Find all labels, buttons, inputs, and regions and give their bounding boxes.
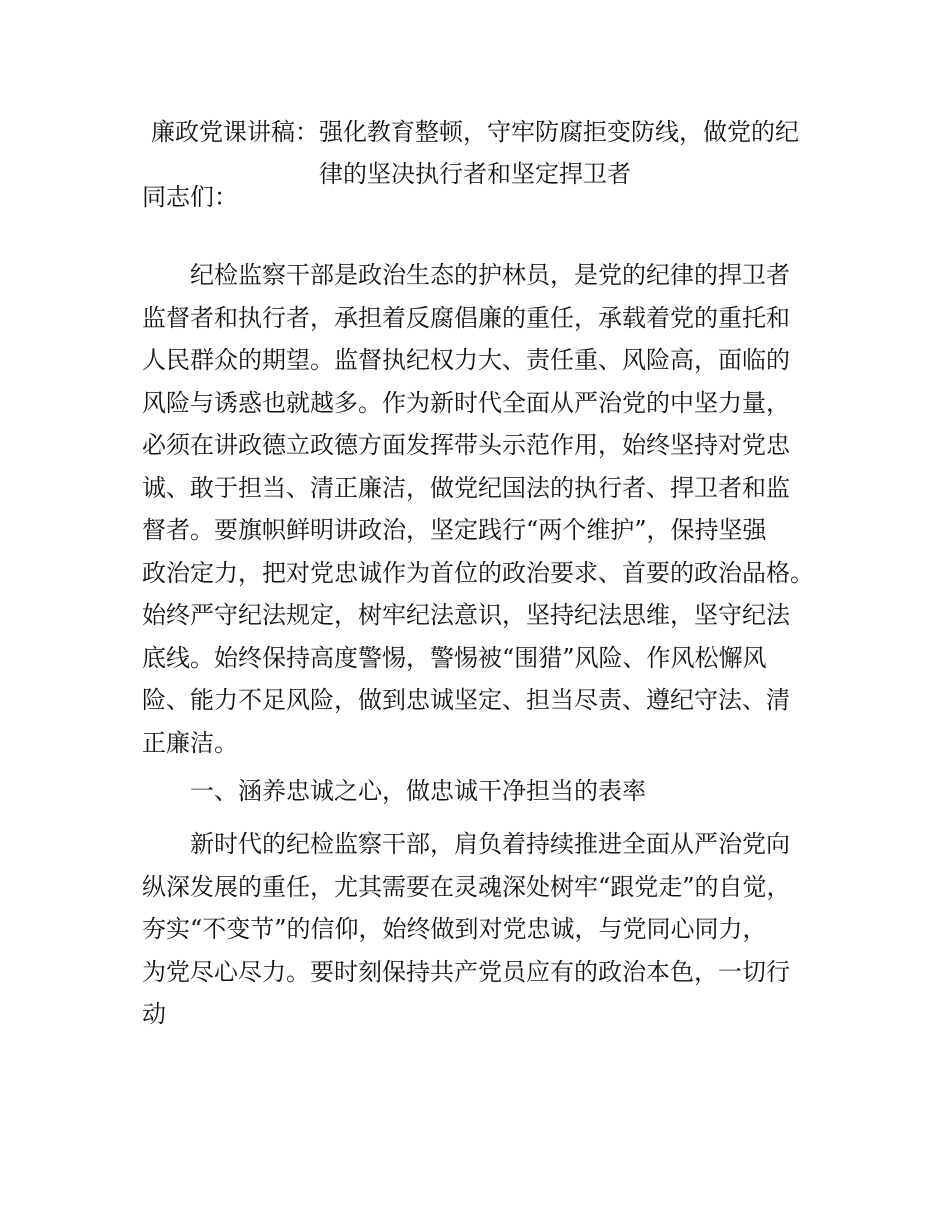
paragraph-line: 风险与诱惑也就越多。作为新时代全面从严治党的中坚力量， [142,388,790,417]
paragraph-line: 正廉洁。 [142,728,238,757]
paragraph-2 [142,823,812,1036]
paragraph-line: 始终严守纪法规定，树牢纪法意识，坚持纪法思维，坚守纪法 [142,601,790,629]
paragraph-line: 纪检监察干部是政治生态的护林员，是党的纪律的捍卫者 [190,261,790,289]
paragraph-1 [142,254,812,764]
paragraph-line: 纵深发展的重任，尤其需要在灵魂深处树牢“跟党走”的自觉， [142,872,791,901]
paragraph-line: 人民群众的期望。监督执纪权力大、责任重、风险高，面临的 [142,346,790,374]
paragraph-line: 险、能力不足风险，做到忠诚坚定、担当尽责、遵纪守法、清 [142,686,790,714]
title-line-1: 廉政党课讲稿：强化教育整顿，守牢防腐拒变防线，做党的纪 [151,118,799,146]
paragraph-line: 诚、敢于担当、清正廉洁，做党纪国法的执行者、捍卫者和监 [142,473,790,502]
paragraph-line: 底线。始终保持高度警惕，警惕被“围猎”风险、作风松懈风 [142,643,767,672]
paragraph-line: 监督者和执行者，承担着反腐倡廉的重任，承载着党的重托和 [142,303,790,332]
paragraph-line: 新时代的纪检监察干部，肩负着持续推进全面从严治党向 [190,830,790,858]
title-line-2: 律的坚决执行者和坚定捍卫者 [319,160,631,188]
paragraph-line: 夯实“不变节”的信仰，始终做到对党忠诚，与党同心同力， [142,915,767,943]
paragraph-line: 必须在讲政德立政德方面发挥带头示范作用，始终坚持对党忠 [142,431,790,459]
salutation: 同志们： [142,183,238,211]
paragraph-line: 督者。要旗帜鲜明讲政治，坚定践行“两个维护”，保持坚强 [142,516,767,544]
paragraph-line: 为党尽心尽力。要时刻保持共产党员应有的政治本色，一切行 [142,957,790,986]
paragraph-line: 动 [142,1000,166,1028]
paragraph-line: 政治定力，把对党忠诚作为首位的政治要求、首要的政治品格。 [142,558,814,587]
section-heading-1: 一、涵养忠诚之心，做忠诚干净担当的表率 [190,777,646,805]
